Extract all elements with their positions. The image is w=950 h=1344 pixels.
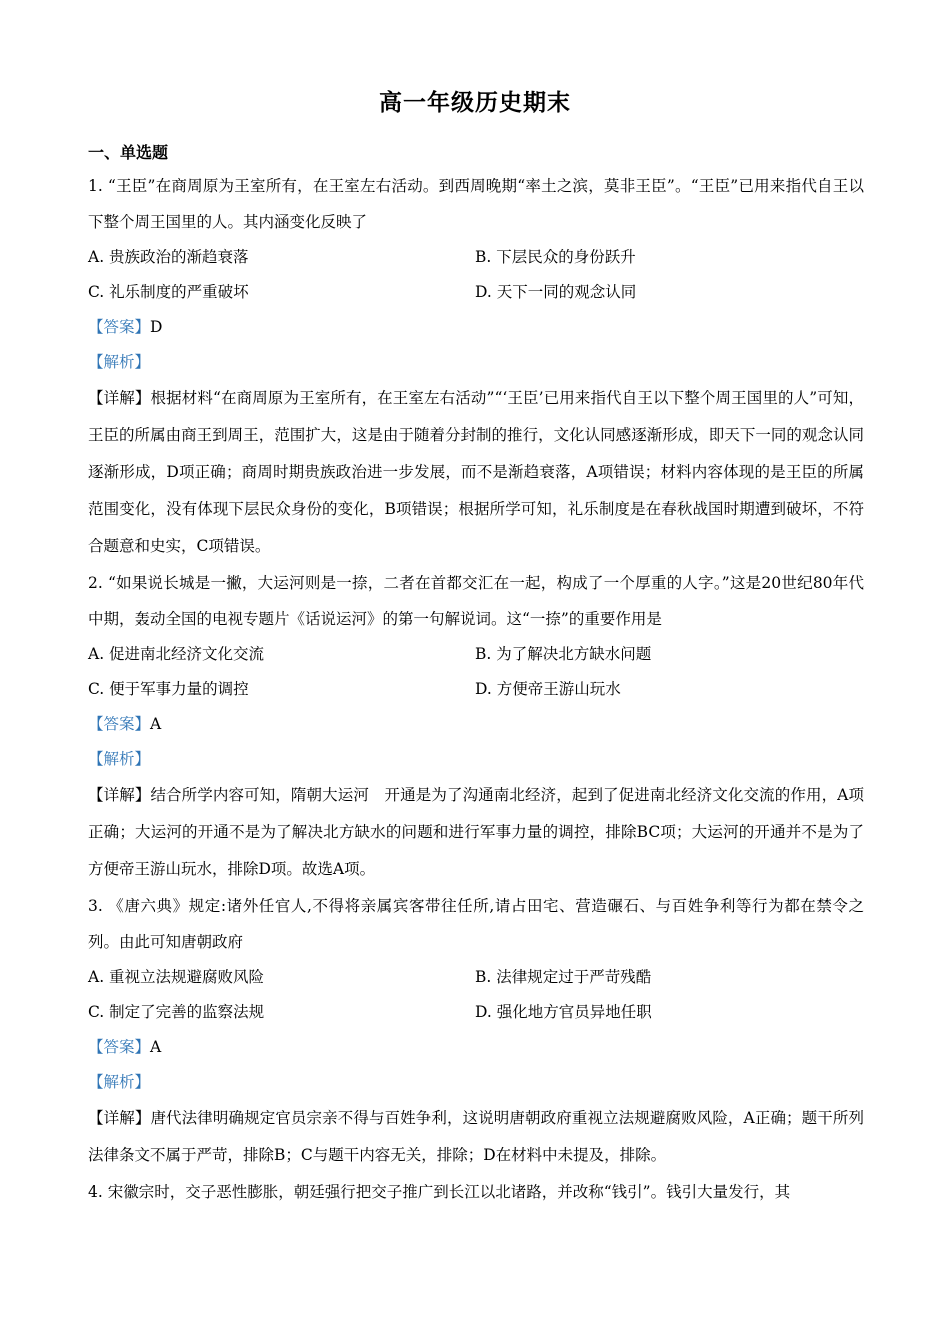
analysis-line (88, 345, 864, 380)
options-grid (88, 637, 864, 707)
page-title: 高一年级历史期末 (379, 89, 571, 116)
option-d: D. 强化地方官员异地任职 (475, 1003, 652, 1021)
detail-text (88, 1100, 864, 1174)
analysis-line (88, 1065, 864, 1100)
analysis-tag: 【解析】 (88, 750, 151, 768)
question-4 (88, 1174, 864, 1210)
question-3 (88, 888, 864, 1174)
questions-list (88, 168, 864, 1210)
options-grid (88, 960, 864, 1030)
answer-tag: 【答案】 (88, 715, 151, 733)
option-b: B. 法律规定过于严苛残酷 (475, 968, 652, 986)
answer-tag: 【答案】 (88, 318, 151, 336)
answer-tag: 【答案】 (88, 1038, 151, 1056)
answer-line (88, 707, 864, 742)
section-heading: 一、单选题 (88, 143, 169, 162)
analysis-line (88, 742, 864, 777)
option-d: D. 天下一同的观念认同 (475, 283, 637, 301)
option-a: A. 重视立法规避腐败风险 (88, 968, 265, 986)
option-d: D. 方便帝王游山玩水 (475, 680, 621, 698)
detail-body: 根据材料“在商周原为王室所有，在王室左右活动”“‘王臣’已用来指代自王以下整个周王国里的人”可知，王臣的所属由商王到周王，范围扩大，这是由于随着分封制的推行，文化认同感逐渐形成，即天下一同的观念认同逐渐形成，D项正确；商周时期贵族政治进一步发展，而不是渐趋衰落，A项错误；材料内容体现的是王臣的所属范围变化，没有体现下层民众身份的变化，B项错误；根据所学可知，礼乐制度是在春秋战国时期遭到破坏，不符合题意和史实，C项错误。 (88, 389, 864, 555)
question-stem: 4. 宋徽宗时，交子恶性膨胀，朝廷强行把交子推广到长江以北诸路，并改称“钱引”。钱引大量发行，其 (88, 1183, 791, 1201)
question-stem: 2. “如果说长城是一撇，大运河则是一捺，二者在首都交汇在一起，构成了一个厚重的人字。”这是20世纪80年代中期，轰动全国的电视专题片《话说运河》的第一句解说词。这“一捺”的重要作用是 (88, 574, 864, 628)
detail-tag: 【详解】 (88, 1109, 151, 1127)
question-stem: 3. 《唐六典》规定:诸外任官人,不得将亲属宾客带往任所,请占田宅、营造碾石、与百姓争利等行为都在禁令之列。由此可知唐朝政府 (88, 897, 864, 951)
detail-text (88, 380, 864, 565)
options-grid (88, 240, 864, 310)
option-c: C. 礼乐制度的严重破坏 (88, 283, 249, 301)
option-c: C. 制定了完善的监察法规 (88, 1003, 265, 1021)
answer-line (88, 310, 864, 345)
question-1 (88, 168, 864, 565)
detail-tag: 【详解】 (88, 389, 151, 407)
answer-value: D (150, 318, 163, 336)
question-stem: 1. “王臣”在商周原为王室所有，在王室左右活动。到西周晚期“率土之滨，莫非王臣”。“王臣”已用来指代自王以下整个周王国里的人。其内涵变化反映了 (88, 177, 864, 231)
analysis-tag: 【解析】 (88, 353, 151, 371)
option-c: C. 便于军事力量的调控 (88, 680, 249, 698)
detail-body: 结合所学内容可知，隋朝大运河 开通是为了沟通南北经济，起到了促进南北经济文化交流的作用，A项正确；大运河的开通不是为了解决北方缺水的问题和进行军事力量的调控，排除BC项；大运河的开通并不是为了方便帝王游山玩水，排除D项。故选A项。 (88, 786, 864, 878)
answer-value: A (150, 715, 162, 733)
detail-body: 唐代法律明确规定官员宗亲不得与百姓争利，这说明唐朝政府重视立法规避腐败风险，A正确；题干所列法律条文不属于严苛，排除B；C与题干内容无关，排除；D在材料中未提及，排除。 (88, 1109, 864, 1164)
option-b: B. 为了解决北方缺水问题 (475, 645, 652, 663)
answer-value: A (150, 1038, 162, 1056)
detail-text (88, 777, 864, 888)
answer-line (88, 1030, 864, 1065)
detail-tag: 【详解】 (88, 786, 151, 804)
option-a: A. 贵族政治的渐趋衰落 (88, 248, 249, 266)
option-b: B. 下层民众的身份跃升 (475, 248, 636, 266)
analysis-tag: 【解析】 (88, 1073, 151, 1091)
option-a: A. 促进南北经济文化交流 (88, 645, 265, 663)
question-2 (88, 565, 864, 888)
